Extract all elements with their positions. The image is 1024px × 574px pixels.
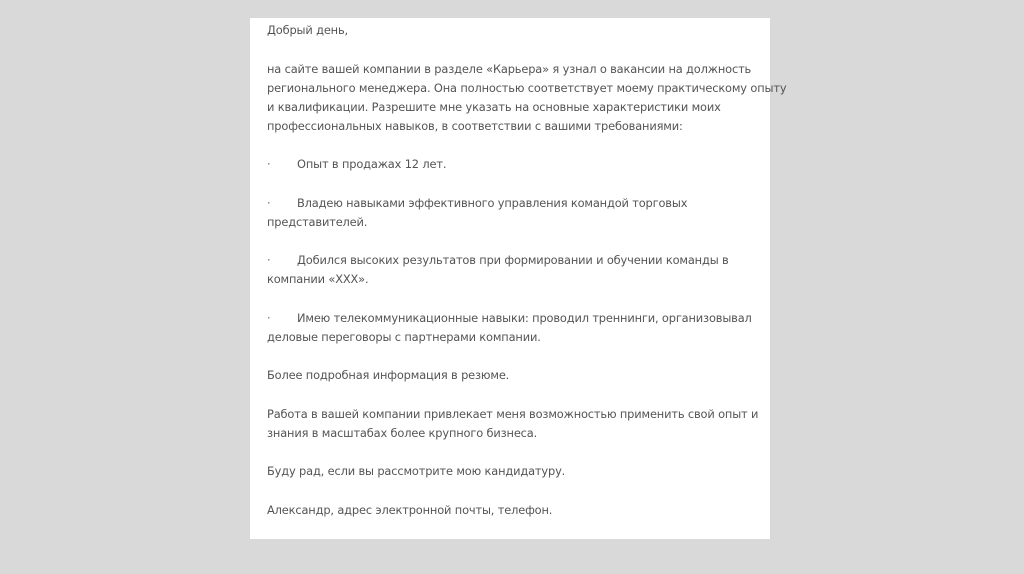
motivation-line-1: Работа в вашей компании привлекает меня возможностью применить свой опыт и bbox=[267, 407, 759, 421]
letter-page bbox=[250, 18, 787, 539]
greeting-line: Добрый день, bbox=[267, 23, 349, 37]
closing-line: Буду рад, если вы рассмотрите мою кандидатуру. bbox=[267, 464, 566, 478]
bullet-4-line-2: деловые переговоры с партнерами компании. bbox=[267, 330, 541, 344]
details-line: Более подробная информация в резюме. bbox=[267, 368, 510, 382]
bullet-2-line-2: представителей. bbox=[267, 215, 368, 229]
bullet-dot: · bbox=[267, 196, 271, 210]
bullet-dot: · bbox=[267, 253, 271, 267]
bullet-dot: · bbox=[267, 157, 271, 171]
motivation-line-2: знания в масштабах более крупного бизнеса. bbox=[267, 426, 538, 440]
bullet-4-line-1: Имею телекоммуникационные навыки: проводил треннинги, организовывал bbox=[297, 311, 752, 325]
bullet-2-line-1: Владею навыками эффективного управления командой торговых bbox=[297, 196, 688, 210]
intro-line-4: профессиональных навыков, в соответствии с вашими требованиями: bbox=[267, 119, 683, 133]
signature-line: Александр, адрес электронной почты, телефон. bbox=[267, 503, 553, 517]
bullet-dot: · bbox=[267, 311, 271, 325]
bullet-3-line-1: Добился высоких результатов при формировании и обучении команды в bbox=[297, 253, 729, 267]
intro-line-3: и квалификации. Разрешите мне указать на основные характеристики моих bbox=[267, 100, 721, 114]
intro-line-2: регионального менеджера. Она полностью соответствует моему практическому опыту bbox=[267, 81, 787, 95]
bullet-3-line-2: компании «ХХХ». bbox=[267, 272, 369, 286]
intro-line-1: на сайте вашей компании в разделе «Карьера» я узнал о вакансии на должность bbox=[267, 62, 752, 76]
bullet-1-line-1: Опыт в продажах 12 лет. bbox=[297, 157, 447, 171]
